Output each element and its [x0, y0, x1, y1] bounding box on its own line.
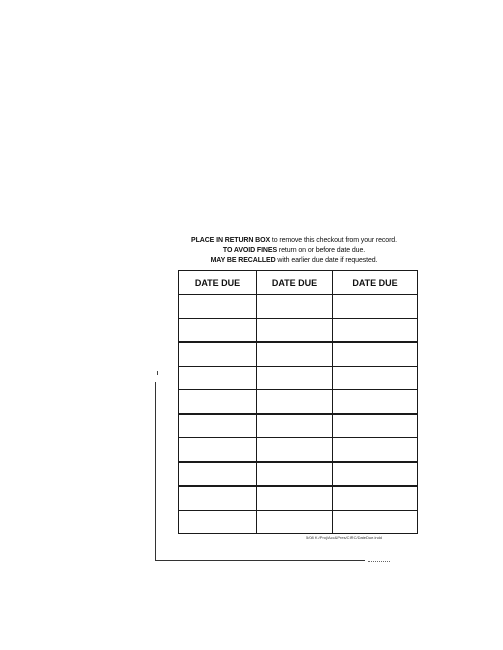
notice-line-1: [168, 236, 420, 246]
table-row: [179, 366, 418, 390]
date-due-cell: [179, 295, 257, 319]
table-row: [179, 342, 418, 366]
table-row: [179, 390, 418, 414]
date-due-cell: [179, 486, 257, 510]
table-row: [179, 438, 418, 462]
date-due-cell: [179, 462, 257, 487]
frame-bottom-line: [155, 560, 365, 561]
table-header-row: [179, 271, 418, 295]
date-due-cell: [179, 390, 257, 414]
date-due-cell: [257, 318, 333, 342]
date-due-table: [178, 270, 418, 534]
date-due-cell: [257, 414, 333, 438]
column-header: DATE DUE: [333, 271, 418, 295]
notice-line-2-rest: return on or before date due.: [277, 247, 366, 254]
date-due-cell: [333, 342, 418, 366]
date-due-cell: [257, 366, 333, 390]
date-due-cell: [333, 390, 418, 414]
date-due-cell: [333, 295, 418, 319]
notice-line-1-bold: PLACE IN RETURN BOX: [191, 237, 271, 244]
date-due-cell: [333, 414, 418, 438]
date-due-cell: [257, 342, 333, 366]
date-due-cell: [333, 462, 418, 487]
date-due-cell: [179, 510, 257, 534]
date-due-cell: [333, 510, 418, 534]
frame-left-line: [155, 382, 156, 560]
table-body: [179, 295, 418, 534]
notice-line-3-bold: MAY BE RECALLED: [210, 257, 276, 264]
date-due-cell: [179, 342, 257, 366]
notice-line-2-bold: TO AVOID FINES: [222, 247, 278, 254]
date-due-cell: [333, 486, 418, 510]
form-code: 5/08 K:/Proj/Acc&Pres/CIRC/DateDue.indd: [306, 535, 383, 540]
date-due-cell: [257, 295, 333, 319]
date-due-cell: [179, 438, 257, 462]
date-due-cell: [179, 414, 257, 438]
return-notice: [168, 236, 420, 266]
date-due-cell: [333, 438, 418, 462]
frame-mark: [157, 371, 158, 375]
date-due-cell: [257, 486, 333, 510]
date-due-cell: [333, 366, 418, 390]
date-due-cell: [179, 318, 257, 342]
date-due-cell: [179, 366, 257, 390]
table-row: [179, 462, 418, 487]
notice-line-3-rest: with earlier due date if requested.: [275, 257, 378, 264]
notice-line-2: [168, 246, 420, 256]
notice-line-3: [168, 256, 420, 266]
date-due-cell: [257, 462, 333, 487]
table-row: [179, 295, 418, 319]
date-due-cell: [257, 438, 333, 462]
column-header: DATE DUE: [179, 271, 257, 295]
table-row: [179, 318, 418, 342]
frame-bottom-dots: [368, 561, 390, 563]
column-header: DATE DUE: [257, 271, 333, 295]
date-due-cell: [333, 318, 418, 342]
table-row: [179, 486, 418, 510]
table-row: [179, 510, 418, 534]
table-row: [179, 414, 418, 438]
date-due-cell: [257, 390, 333, 414]
notice-line-1-rest: to remove this checkout from your record.: [270, 237, 397, 244]
date-due-cell: [257, 510, 333, 534]
